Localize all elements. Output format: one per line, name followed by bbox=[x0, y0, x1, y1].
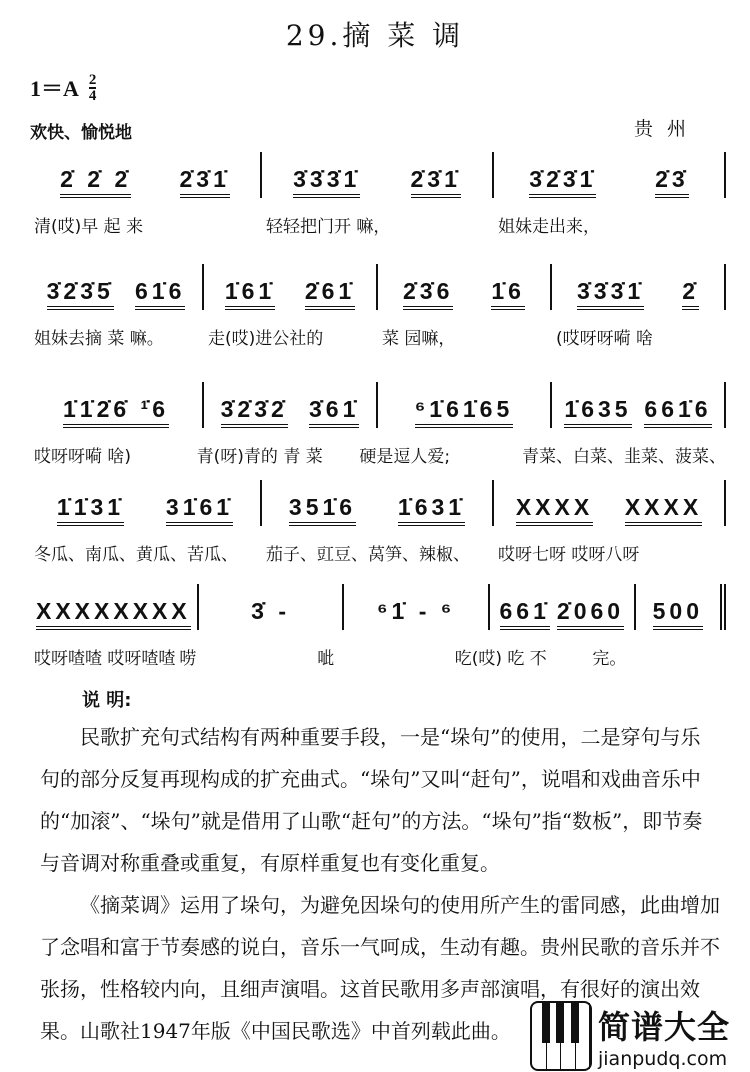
lyric-segment: 姐妹去摘 菜 嘛。 bbox=[34, 329, 164, 349]
note-group: ⁶1̇61̇65 bbox=[415, 396, 514, 428]
time-bottom: 4 bbox=[88, 87, 97, 104]
lyric-segment: 硬是逗人爱; bbox=[359, 447, 451, 467]
measure bbox=[30, 480, 262, 526]
measure bbox=[204, 264, 378, 310]
region-label: 贵州 bbox=[634, 118, 701, 140]
lyric-segment: 呲 bbox=[317, 649, 335, 669]
song-title: 29.摘 菜 调 bbox=[285, 19, 465, 52]
watermark-url: jianpudq.com bbox=[598, 1048, 728, 1070]
note-group: XXXX bbox=[113, 598, 190, 630]
note-group: 3̇2̇3̇5̇ bbox=[47, 278, 114, 310]
note-group: XXXX bbox=[625, 494, 702, 526]
measure bbox=[636, 584, 726, 630]
lyric-segment: 哎呀喳喳 哎呀喳喳 bbox=[34, 649, 176, 669]
note-group: 1̇61̇ bbox=[225, 278, 275, 310]
explanation-heading: 说 明: bbox=[82, 690, 132, 711]
staff-line bbox=[30, 582, 726, 630]
lyric-segment: 青(呀)青的 青 菜 bbox=[196, 447, 323, 467]
time-signature bbox=[89, 73, 97, 103]
lyric-segment: 哎呀呀嗬 啥) bbox=[34, 447, 132, 467]
note-group: 661̇ bbox=[500, 598, 550, 630]
note-group: 61̇6 bbox=[135, 278, 185, 310]
note-group: 2̇060 bbox=[557, 598, 624, 630]
watermark-name: 简谱大全 bbox=[598, 1008, 731, 1046]
staff-line bbox=[30, 478, 726, 526]
lyric-segment: 唠 bbox=[179, 649, 197, 669]
note-group: 2̇61̇ bbox=[305, 278, 355, 310]
lyrics-line bbox=[30, 442, 726, 467]
measure bbox=[494, 480, 726, 526]
measure bbox=[378, 382, 552, 428]
measure bbox=[490, 584, 636, 630]
key-label: 1＝A bbox=[30, 76, 79, 101]
note-group: 3̇ - bbox=[251, 598, 290, 624]
staff-line bbox=[30, 150, 726, 198]
lyric-segment: 茄子、豇豆、莴笋、辣椒、 bbox=[266, 545, 470, 565]
note-group: 2̇3̇ bbox=[655, 166, 689, 198]
note-group: 1̇1̇2̇6̇ ¹̇6 bbox=[63, 396, 169, 428]
lyrics-line bbox=[30, 324, 726, 349]
lyric-segment: 走(哎)进公社的 bbox=[208, 329, 324, 349]
key-signature bbox=[30, 72, 96, 103]
lyric-segment: 清(哎)早 起 来 bbox=[34, 217, 144, 237]
note-group: ⁶1̇ - ⁶ bbox=[376, 598, 456, 624]
note-group: 2̇3̇1̇ bbox=[411, 166, 461, 198]
tempo-marking: 欢快、愉悦地 bbox=[30, 123, 132, 143]
measure bbox=[552, 382, 726, 428]
piano-logo-icon bbox=[530, 1001, 592, 1071]
note-group: 500 bbox=[653, 598, 703, 630]
measure bbox=[199, 584, 345, 630]
note-group: 3̇2̇3̇1̇ bbox=[529, 166, 596, 198]
note-group: 3̇2̇3̇2̇ bbox=[221, 396, 288, 428]
lyric-segment: (哎呀呀嗬 啥 bbox=[556, 329, 654, 349]
measure bbox=[552, 264, 726, 310]
note-group: 2̇ bbox=[682, 278, 699, 310]
note-group: 2̇ 2̇ 2̇ bbox=[60, 166, 131, 198]
note-group: 1̇635 bbox=[564, 396, 631, 428]
note-group: 1̇1̇31̇ bbox=[57, 494, 124, 526]
score-system bbox=[30, 150, 726, 237]
measure bbox=[30, 382, 204, 428]
note-group: 351̇6 bbox=[289, 494, 356, 526]
score-system bbox=[30, 478, 726, 565]
note-group: 2̇3̇6 bbox=[403, 278, 453, 310]
explanation-paragraph: 民歌扩充句式结构有两种重要手段，一是“垛句”的使用，二是穿句与乐句的部分反复再现构成的扩充曲式。“垛句”又叫“赶句”，说唱和戏曲音乐中的“加滚”、“垛句”就是借用了山歌“赶句”的方法。“垛句”指“数板”，即节奏与音调对称重叠或重复，有原样重复也有变化重复。 bbox=[40, 725, 703, 875]
staff-line bbox=[30, 262, 726, 310]
measure bbox=[204, 382, 378, 428]
note-group: 3̇61̇ bbox=[309, 396, 359, 428]
measure bbox=[262, 480, 494, 526]
measure bbox=[262, 152, 494, 198]
time-top: 2 bbox=[88, 71, 97, 88]
note-group: 31̇61̇ bbox=[166, 494, 233, 526]
lyric-segment: 吃(哎) 吃 不 bbox=[454, 649, 547, 669]
lyrics-line bbox=[30, 540, 726, 565]
lyrics-line bbox=[30, 212, 726, 237]
lyric-segment: 冬瓜、南瓜、黄瓜、苦瓜、 bbox=[34, 545, 238, 565]
lyric-segment: 轻轻把门开 嘛， bbox=[266, 217, 391, 237]
note-group: 1̇631̇ bbox=[398, 494, 465, 526]
measure bbox=[30, 152, 262, 198]
note-group: 2̇3̇1̇ bbox=[180, 166, 230, 198]
score-system bbox=[30, 262, 726, 349]
measure bbox=[378, 264, 552, 310]
explanation bbox=[40, 686, 720, 1052]
watermark bbox=[530, 1000, 750, 1072]
lyrics-line bbox=[30, 644, 726, 669]
score-system bbox=[30, 582, 726, 669]
staff-line bbox=[30, 380, 726, 428]
measure bbox=[30, 584, 199, 630]
lyric-segment: 哎呀七呀 哎呀八呀 bbox=[498, 545, 640, 565]
measure bbox=[344, 584, 490, 630]
note-group: XXXX bbox=[516, 494, 593, 526]
measure bbox=[30, 264, 204, 310]
note-group: 3̇3̇3̇1̇ bbox=[293, 166, 360, 198]
score-system bbox=[30, 380, 726, 467]
note-group: 1̇6 bbox=[491, 278, 525, 310]
lyric-segment: 青菜、白菜、韭菜、菠菜、 bbox=[522, 447, 727, 467]
lyric-segment: 菜 园嘛， bbox=[382, 329, 456, 349]
lyric-segment: 完。 bbox=[592, 649, 627, 669]
note-group: XXXX bbox=[36, 598, 113, 630]
measure bbox=[494, 152, 726, 198]
note-group: 3̇3̇3̇1̇ bbox=[577, 278, 644, 310]
lyric-segment: 姐妹走出来， bbox=[498, 217, 600, 237]
note-group: 661̇6 bbox=[644, 396, 711, 428]
explanation-paragraph: 《摘菜调》运用了垛句，为避免因垛句的使用所产生的雷同感，此曲增加了念唱和富于节奏感的说白，音乐一气呵成，生动有趣。贵州民歌的音乐并不张扬，性格较内向，且细声演唱。这首民歌用多声部演唱，有很好的演出效果。山歌社1947年版《中国民歌选》中首列载此曲。 bbox=[40, 893, 720, 1043]
